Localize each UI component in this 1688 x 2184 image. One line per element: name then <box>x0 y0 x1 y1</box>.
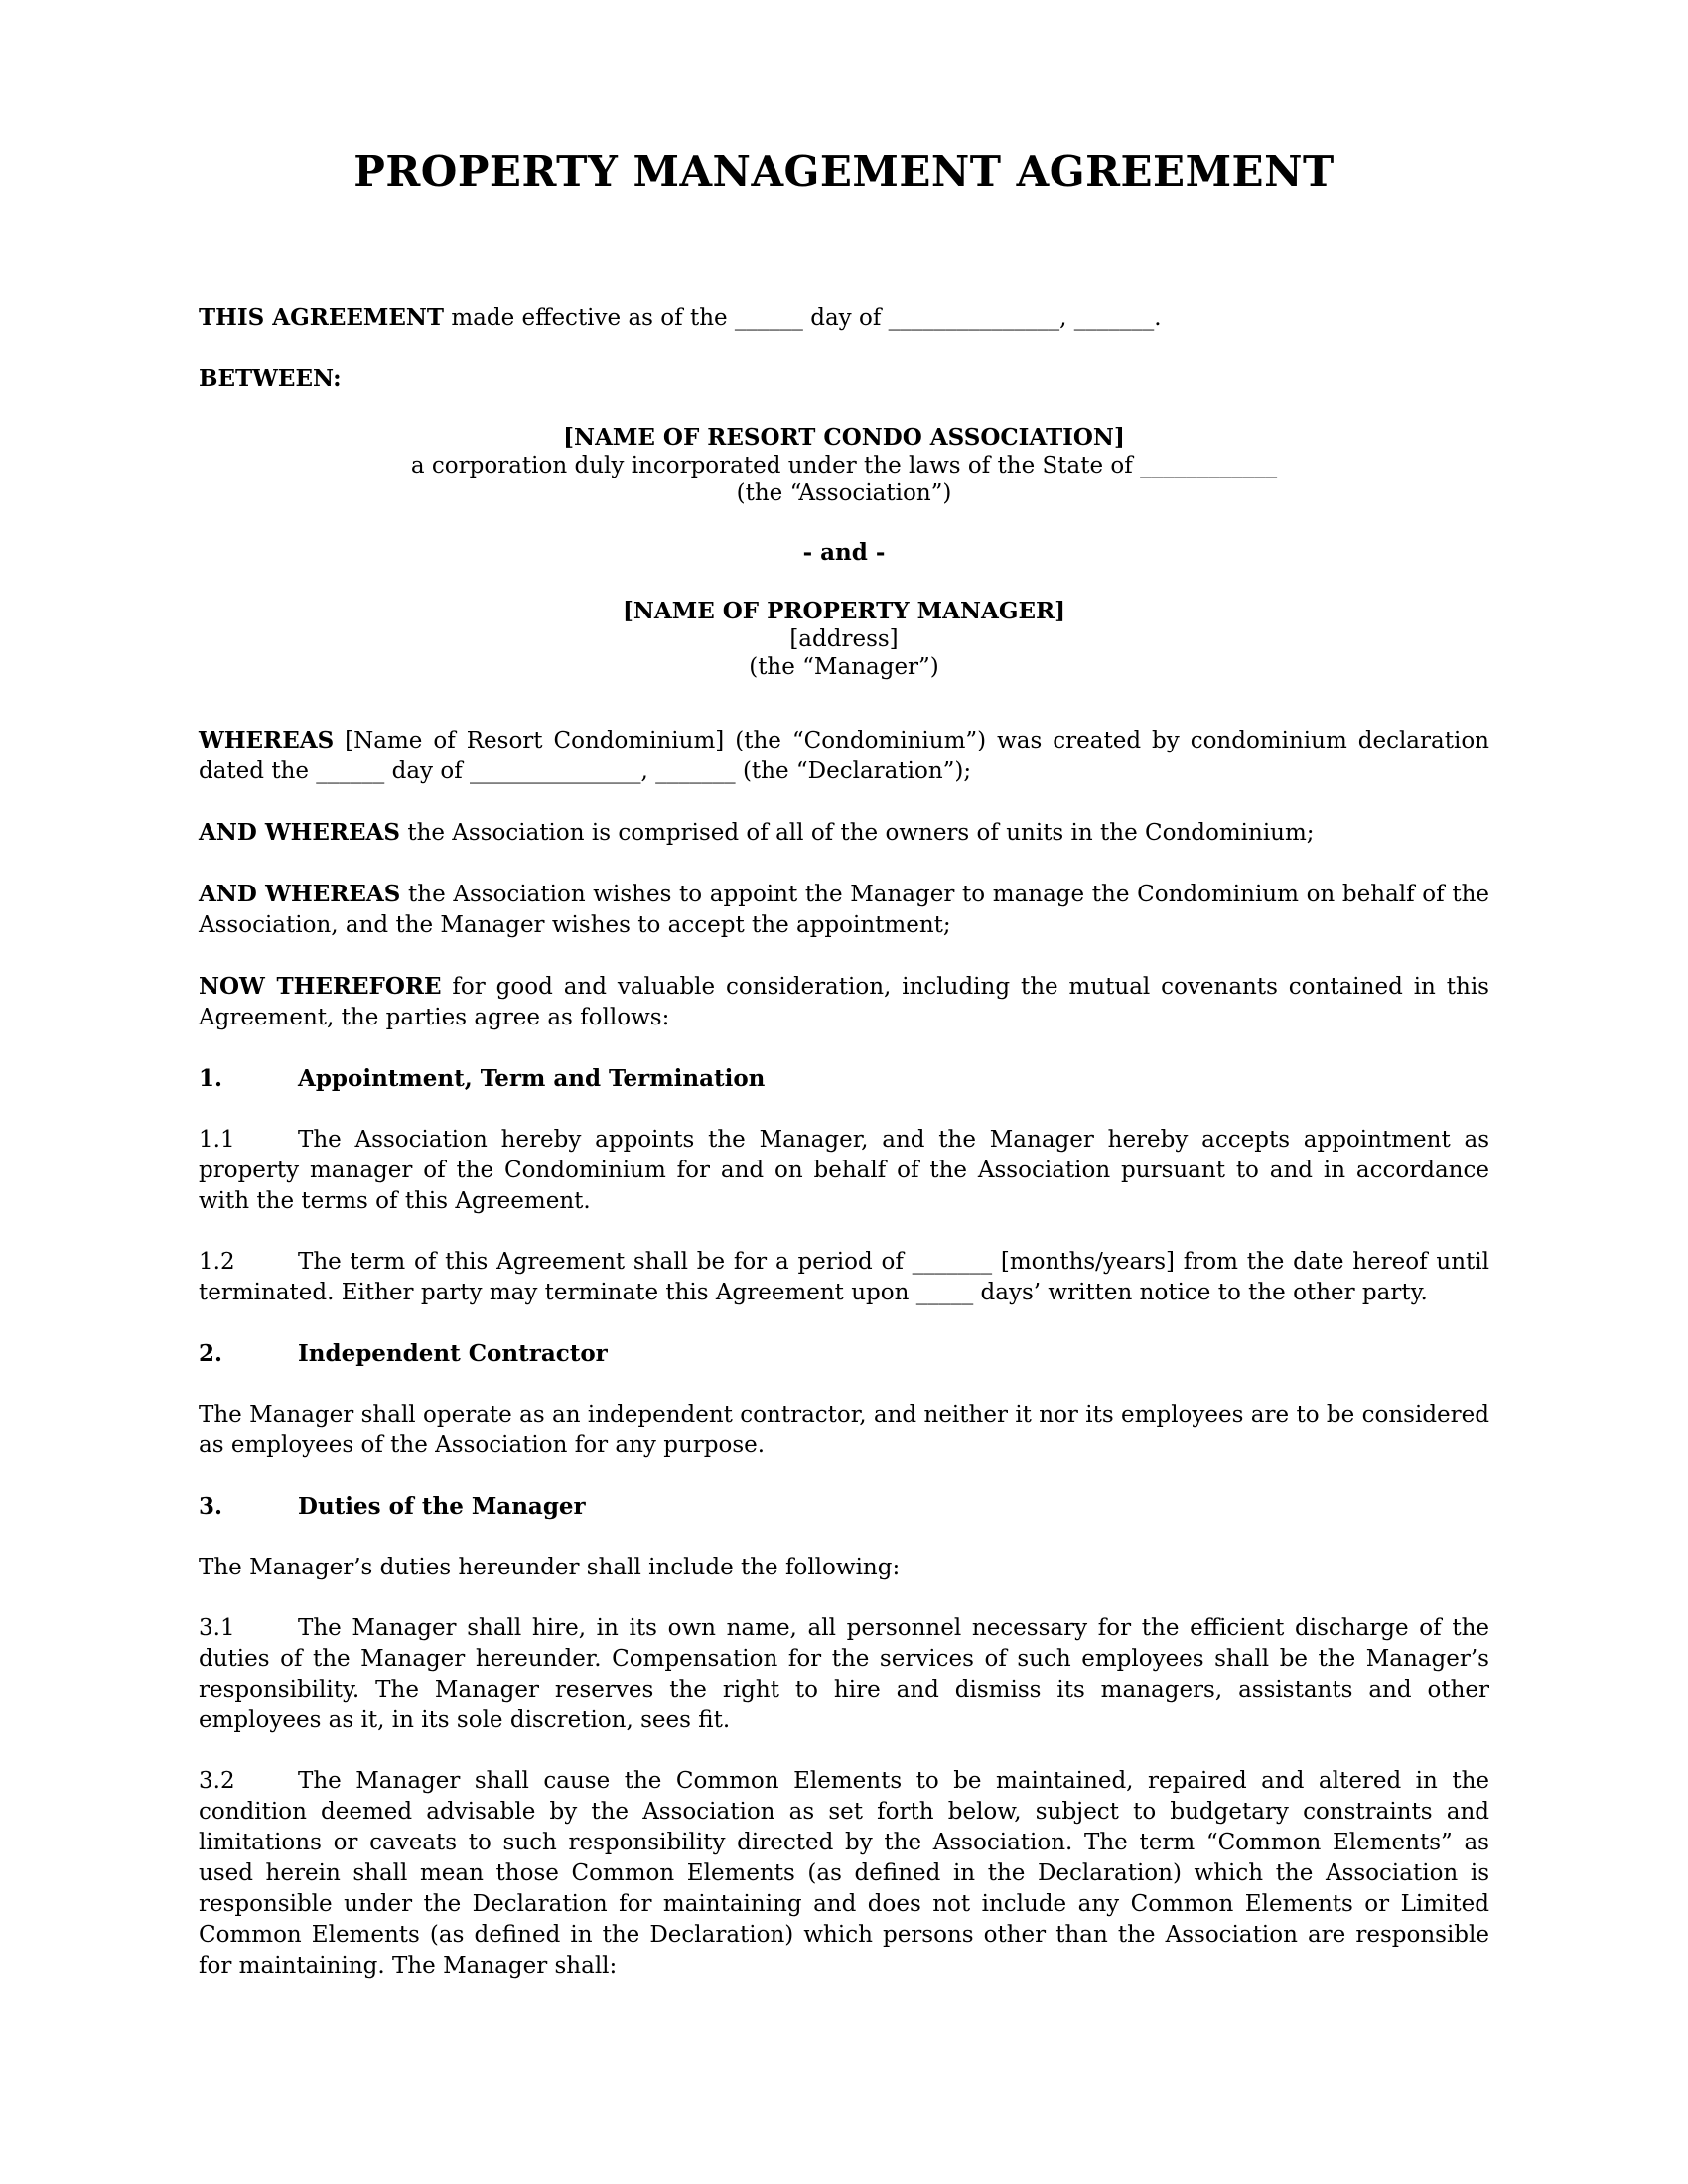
clause-1-2 <box>199 1247 1489 1308</box>
recital-whereas <box>199 725 1489 787</box>
recital-and-whereas-1-text: the Association is comprised of all of the owners of units in the Condominium; <box>400 820 1315 846</box>
section-3-title: Duties of the Manager <box>298 1493 586 1520</box>
intro-lead: THIS AGREEMENT <box>199 304 445 331</box>
document-title: PROPERTY MANAGEMENT AGREEMENT <box>353 147 1335 196</box>
section-2-heading <box>199 1338 1489 1370</box>
intro-clause <box>199 302 1489 334</box>
association-name: [NAME OF RESORT CONDO ASSOCIATION] <box>563 424 1125 451</box>
clause-3-intro-text: The Manager’s duties hereunder shall include the following: <box>199 1555 901 1580</box>
recital-whereas-text: [Name of Resort Condominium] (the “Condominium”) was created by condominium declaration dated the ______ day of _______________, _______ (the “Declaration”); <box>199 728 1489 784</box>
clause-1-2-text: The term of this Agreement shall be for a period of _______ [months/years] from the date hereof until terminated. Either party may terminate this Agreement upon _____ days’ written notice to the other party. <box>199 1249 1489 1305</box>
recital-now-therefore-lead: NOW THEREFORE <box>199 973 442 1000</box>
recital-now-therefore <box>199 971 1489 1033</box>
clause-3-1 <box>199 1613 1489 1736</box>
clause-3-intro <box>199 1553 1489 1583</box>
manager-alias: (the “Manager”) <box>749 654 939 680</box>
section-1-title: Appointment, Term and Termination <box>298 1065 766 1092</box>
clause-1-1-number: 1.1 <box>199 1127 235 1153</box>
party-association-block <box>199 424 1489 507</box>
recital-and-whereas-2-text: the Association wishes to appoint the Manager to manage the Condominium on behalf of the Association, and the Manager wishes to accept the appointment; <box>199 882 1490 938</box>
manager-address: [address] <box>789 626 899 652</box>
clause-3-1-text: The Manager shall hire, in its own name, all personnel necessary for the efficient discharge of the duties of the Manager hereunder. Compensation for the services of such employees shall be the Manager’s responsibility. The Manager reserves the right to hire and dismiss its managers, assistants and other employees as it, in its sole discretion, sees fit. <box>199 1615 1489 1733</box>
clause-1-1-text: The Association hereby appoints the Manager, and the Manager hereby accepts appointment as property manager of the Condominium for and on behalf of the Association pursuant to and in accordance with the terms of this Agreement. <box>199 1127 1489 1214</box>
recital-and-whereas-2 <box>199 879 1489 941</box>
clause-3-2 <box>199 1766 1489 1981</box>
clause-3-2-text: The Manager shall cause the Common Elements to be maintained, repaired and altered in the condition deemed advisable by the Association as set forth below, subject to budgetary constraints and limitations or caveats to such responsibility directed by the Association. The term “Common Elements” as used herein shall mean those Common Elements (as defined in the Declaration) which the Association is responsible under the Declaration for maintaining and does not include any Common Elements or Limited Common Elements (as defined in the Declaration) which persons other than the Association are responsible for maintaining. The Manager shall: <box>199 1768 1489 1979</box>
section-1-number: 1. <box>199 1065 223 1092</box>
recital-and-whereas-2-lead: AND WHEREAS <box>199 881 401 907</box>
section-3-number: 3. <box>199 1493 223 1520</box>
section-2-number: 2. <box>199 1340 223 1367</box>
clause-3-1-number: 3.1 <box>199 1615 235 1641</box>
clause-3-2-number: 3.2 <box>199 1768 235 1794</box>
between-label: BETWEEN: <box>199 365 342 392</box>
recital-and-whereas-1-lead: AND WHEREAS <box>199 819 401 846</box>
clause-1-2-number: 1.2 <box>199 1249 235 1275</box>
association-descriptor: a corporation duly incorporated under the laws of the State of ____________ <box>410 453 1278 478</box>
recital-now-therefore-text: for good and valuable consideration, including the mutual covenants contained in this Agreement, the parties agree as follows: <box>199 974 1489 1030</box>
clause-2-body <box>199 1400 1489 1461</box>
manager-name: [NAME OF PROPERTY MANAGER] <box>623 598 1065 624</box>
section-1-heading <box>199 1063 1489 1095</box>
clause-2-text: The Manager shall operate as an independent contractor, and neither it nor its employees are to be considered as employees of the Association for any purpose. <box>199 1402 1489 1458</box>
clause-1-1 <box>199 1125 1489 1217</box>
recital-and-whereas-1 <box>199 817 1489 849</box>
section-2-title: Independent Contractor <box>298 1340 608 1367</box>
association-alias: (the “Association”) <box>736 480 952 506</box>
recital-whereas-lead: WHEREAS <box>199 727 335 753</box>
party-manager-block <box>199 598 1489 681</box>
section-3-heading <box>199 1491 1489 1523</box>
intro-text: made effective as of the ______ day of _______________, _______. <box>444 305 1162 331</box>
and-separator: - and - <box>802 539 886 566</box>
